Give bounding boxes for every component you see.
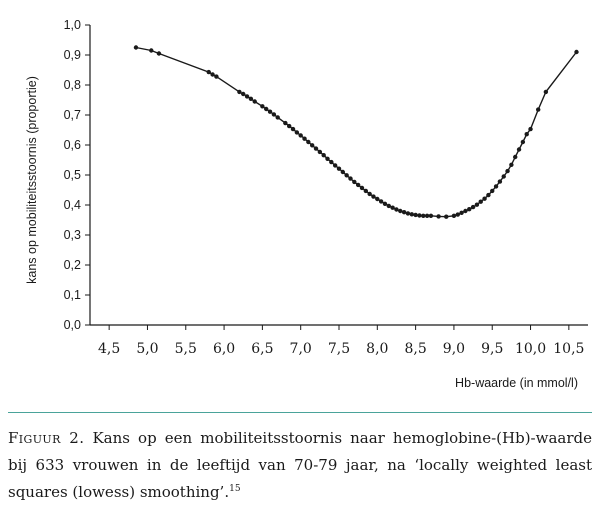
data-point — [379, 199, 383, 203]
data-point — [260, 104, 264, 108]
data-point — [490, 189, 494, 193]
data-point — [486, 193, 490, 197]
data-point — [337, 167, 341, 171]
data-point — [413, 213, 417, 217]
data-point — [425, 214, 429, 218]
data-point — [406, 211, 410, 215]
data-point — [207, 70, 211, 74]
y-tick-label: 0,3 — [63, 228, 81, 242]
data-point — [436, 214, 440, 218]
data-point — [371, 194, 375, 198]
y-tick-label: 0,0 — [63, 318, 81, 332]
x-tick-label: 7,5 — [327, 341, 351, 357]
data-point — [452, 214, 456, 218]
y-tick-label: 0,5 — [63, 168, 81, 182]
data-point — [341, 170, 345, 174]
data-point — [214, 74, 218, 78]
data-point — [421, 214, 425, 218]
data-point — [364, 189, 368, 193]
data-point — [574, 50, 578, 54]
data-point — [149, 48, 153, 52]
data-point — [502, 174, 506, 178]
data-point — [268, 110, 272, 114]
data-point — [513, 155, 517, 159]
data-point — [536, 107, 540, 111]
data-point — [375, 197, 379, 201]
caption-text: Kans op een mobiliteitsstoornis naar hemoglobine-(Hb)-waarde bij 633 vrouwen in de leeftijd van 70-79 jaar, na ‘locally weighted least squares (lowess) smoothing’. — [8, 429, 592, 501]
data-point — [544, 90, 548, 94]
x-tick-label: 9,5 — [481, 341, 504, 357]
data-point — [356, 183, 360, 187]
data-point — [276, 115, 280, 119]
y-axis-ticks — [64, 18, 90, 332]
data-point — [237, 90, 241, 94]
x-tick-label: 10,0 — [514, 341, 547, 357]
y-axis-title: kans op mobiliteitsstoornis (proportie) — [25, 76, 39, 284]
data-point — [318, 150, 322, 154]
y-tick-label: 0,2 — [63, 258, 81, 272]
data-point — [463, 209, 467, 213]
series-line — [136, 48, 577, 217]
data-point — [329, 160, 333, 164]
data-point — [505, 169, 509, 173]
data-point — [444, 215, 448, 219]
data-point — [387, 204, 391, 208]
x-tick-label: 9,0 — [442, 341, 466, 357]
caption-divider — [8, 412, 592, 413]
data-point — [325, 157, 329, 161]
data-point — [398, 209, 402, 213]
data-point — [287, 124, 291, 128]
x-tick-label: 8,5 — [404, 341, 427, 357]
y-tick-label: 0,9 — [63, 48, 81, 62]
data-point — [134, 45, 138, 49]
data-point — [344, 173, 348, 177]
data-point — [295, 130, 299, 134]
data-point — [348, 176, 352, 180]
data-point — [459, 211, 463, 215]
data-point — [525, 132, 529, 136]
x-tick-label: 5,0 — [136, 341, 159, 357]
data-point — [321, 153, 325, 157]
data-point — [264, 107, 268, 111]
x-tick-label: 6,5 — [251, 341, 274, 357]
data-point — [528, 127, 532, 131]
y-tick-label: 0,8 — [63, 78, 81, 92]
data-point — [482, 197, 486, 201]
x-tick-label: 6,0 — [212, 341, 236, 357]
data-point — [283, 121, 287, 125]
data-point — [410, 212, 414, 216]
data-point — [475, 203, 479, 207]
data-point — [302, 137, 306, 141]
data-point — [456, 212, 460, 216]
data-point — [521, 140, 525, 144]
x-tick-label: 7,0 — [289, 341, 312, 357]
data-point — [467, 207, 471, 211]
data-point — [210, 72, 214, 76]
data-point — [314, 146, 318, 150]
data-point — [394, 207, 398, 211]
data-point — [157, 51, 161, 55]
x-tick-label: 10,5 — [553, 341, 585, 357]
data-point — [429, 214, 433, 218]
data-point — [249, 97, 253, 101]
data-point — [310, 143, 314, 147]
data-point — [306, 140, 310, 144]
data-point — [360, 186, 364, 190]
data-point — [498, 179, 502, 183]
data-point — [494, 184, 498, 188]
data-point — [272, 112, 276, 116]
data-point — [241, 92, 245, 96]
data-point — [509, 163, 513, 167]
data-point — [352, 180, 356, 184]
y-tick-label: 0,4 — [63, 198, 81, 212]
y-tick-label: 0,6 — [63, 138, 81, 152]
data-points — [134, 45, 579, 219]
y-tick-label: 0,1 — [63, 288, 81, 302]
x-axis-ticks — [98, 325, 584, 357]
x-axis-title: Hb-waarde (in mmol/l) — [455, 376, 578, 390]
data-point — [367, 192, 371, 196]
data-point — [245, 94, 249, 98]
caption-figure-label: Figuur 2. — [8, 429, 85, 447]
figure-caption — [8, 425, 592, 506]
data-point — [402, 210, 406, 214]
data-point — [253, 99, 257, 103]
data-point — [417, 213, 421, 217]
caption-footnote: 15 — [229, 484, 241, 494]
data-point — [333, 163, 337, 167]
data-point — [291, 127, 295, 131]
y-tick-label: 1,0 — [63, 18, 81, 32]
data-point — [298, 133, 302, 137]
x-tick-label: 5,5 — [174, 341, 197, 357]
data-point — [383, 202, 387, 206]
y-tick-label: 0,7 — [63, 108, 81, 122]
data-point — [479, 200, 483, 204]
data-point — [390, 206, 394, 210]
x-tick-label: 8,0 — [366, 341, 389, 357]
data-point — [517, 147, 521, 151]
x-tick-label: 4,5 — [98, 341, 121, 357]
data-point — [471, 205, 475, 209]
